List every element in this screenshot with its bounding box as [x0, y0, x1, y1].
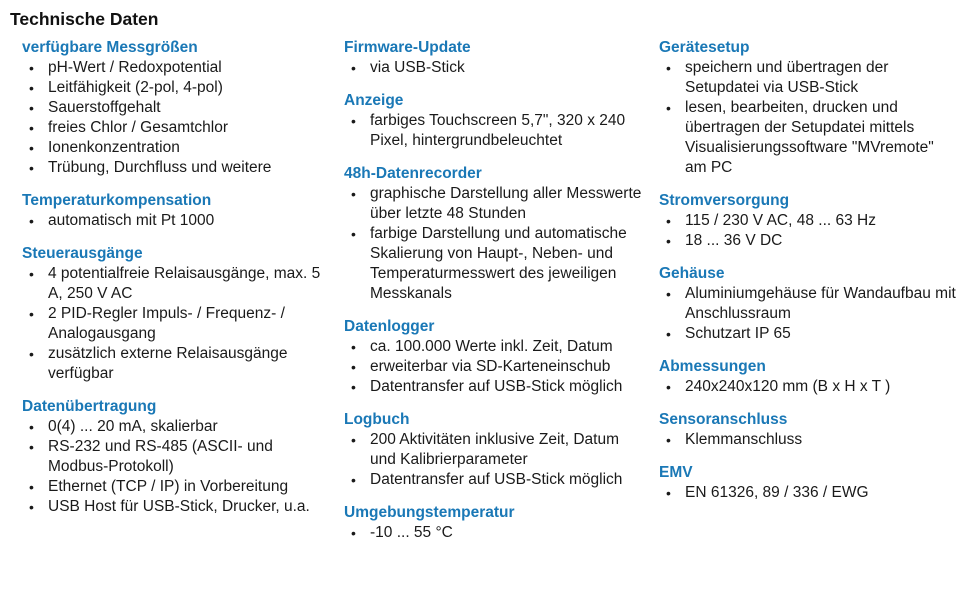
bullet-icon: • [29, 100, 34, 116]
spec-section-anzeige [344, 91, 644, 151]
list-item [344, 224, 644, 304]
list-item-text: 240x240x120 mm (B x H x T ) [685, 378, 891, 395]
section-title: verfügbare Messgrößen [22, 39, 198, 56]
bullet-icon: • [29, 479, 34, 495]
section-title: Gehäuse [659, 265, 725, 282]
bullet-icon: • [351, 186, 356, 202]
section-title: Datenlogger [344, 318, 435, 335]
bullet-icon: • [666, 286, 671, 302]
bullet-icon: • [29, 120, 34, 136]
bullet-icon: • [666, 60, 671, 76]
bullet-icon: • [351, 359, 356, 375]
list-item-text: Ionenkonzentration [48, 139, 180, 156]
bullet-icon: • [666, 432, 671, 448]
spec-list [344, 111, 644, 151]
list-item [22, 497, 322, 517]
spec-section-temperaturkompensation [22, 191, 322, 231]
spec-list [22, 211, 322, 231]
list-item-text: via USB-Stick [370, 59, 465, 76]
bullet-icon: • [29, 439, 34, 455]
list-item [22, 98, 322, 118]
list-item-text: 0(4) ... 20 mA, skalierbar [48, 418, 218, 435]
list-item-text: farbiges Touchscreen 5,7", 320 x 240 Pixel, hintergrundbeleuchtet [370, 112, 626, 149]
list-item [344, 58, 644, 78]
bullet-icon: • [351, 432, 356, 448]
spec-section-datenlogger [344, 317, 644, 397]
list-item [659, 430, 957, 450]
spec-section-gehaeuse [659, 264, 957, 344]
spec-section-sensoranschluss [659, 410, 957, 450]
section-title: Umgebungstemperatur [344, 504, 515, 521]
list-item [344, 111, 644, 151]
spec-list [659, 430, 957, 450]
list-item [344, 184, 644, 224]
bullet-icon: • [29, 80, 34, 96]
spec-list [659, 483, 957, 503]
bullet-icon: • [351, 472, 356, 488]
list-item [659, 284, 957, 324]
list-item [22, 158, 322, 178]
list-item [344, 430, 644, 470]
section-title: 48h-Datenrecorder [344, 165, 482, 182]
spec-section-verfuegbare-messgroessen [22, 38, 322, 178]
spec-section-stromversorgung [659, 191, 957, 251]
bullet-icon: • [666, 326, 671, 342]
bullet-icon: • [351, 339, 356, 355]
list-item [22, 58, 322, 78]
spec-section-48h-datenrecorder [344, 164, 644, 304]
spec-list [344, 184, 644, 304]
section-title: Datenübertragung [22, 398, 157, 415]
list-item [659, 58, 957, 98]
list-item [22, 417, 322, 437]
spec-section-steuerausgaenge [22, 244, 322, 384]
bullet-icon: • [666, 233, 671, 249]
bullet-icon: • [666, 213, 671, 229]
list-item [659, 98, 957, 178]
list-item [659, 377, 957, 397]
section-title: Temperaturkompensation [22, 192, 212, 209]
bullet-icon: • [351, 60, 356, 76]
list-item [344, 377, 644, 397]
page-title: Technische Daten [10, 9, 159, 29]
list-item [22, 211, 322, 231]
bullet-icon: • [29, 140, 34, 156]
bullet-icon: • [666, 379, 671, 395]
spec-list [344, 523, 644, 543]
list-item [659, 483, 957, 503]
list-item-text: farbige Darstellung und automatische Skalierung von Haupt-, Neben- und Temperaturmesswert des jeweiligen Messkanals [370, 225, 627, 302]
list-item [344, 357, 644, 377]
list-item [22, 344, 322, 384]
section-title: Logbuch [344, 411, 410, 428]
spec-section-abmessungen [659, 357, 957, 397]
list-item-text: Klemmanschluss [685, 431, 803, 448]
list-item-text: graphische Darstellung aller Messwerte über letzte 48 Stunden [370, 185, 642, 222]
section-title: Firmware-Update [344, 39, 471, 56]
bullet-icon: • [351, 226, 356, 242]
spec-section-umgebungstemperatur [344, 503, 644, 543]
bullet-icon: • [29, 306, 34, 322]
list-item-text: lesen, bearbeiten, drucken und übertragen der Setupdatei mittels Visualisierungssoftware "MVremote" am PC [685, 99, 934, 176]
list-item-text: ca. 100.000 Werte inkl. Zeit, Datum [370, 338, 613, 355]
list-item-text: Schutzart IP 65 [685, 325, 791, 342]
bullet-icon: • [29, 419, 34, 435]
section-title: Gerätesetup [659, 39, 750, 56]
list-item [344, 470, 644, 490]
list-item-text: automatisch mit Pt 1000 [48, 212, 215, 229]
list-item [344, 523, 644, 543]
spec-list [344, 337, 644, 397]
bullet-icon: • [29, 160, 34, 176]
list-item [22, 437, 322, 477]
list-item [344, 337, 644, 357]
list-item [22, 477, 322, 497]
list-item-text: Leitfähigkeit (2-pol, 4-pol) [48, 79, 223, 96]
list-item-text: zusätzlich externe Relaisausgänge verfügbar [48, 345, 288, 382]
bullet-icon: • [351, 379, 356, 395]
bullet-icon: • [666, 485, 671, 501]
list-item [22, 264, 322, 304]
section-title: Abmessungen [659, 358, 766, 375]
spec-section-logbuch [344, 410, 644, 490]
spec-list [659, 211, 957, 251]
list-item-text: Aluminiumgehäuse für Wandaufbau mit Anschlussraum [685, 285, 956, 322]
spec-column-1 [22, 38, 322, 530]
list-item-text: Trübung, Durchfluss und weitere [48, 159, 272, 176]
bullet-icon: • [29, 266, 34, 282]
bullet-icon: • [29, 346, 34, 362]
bullet-icon: • [29, 499, 34, 515]
list-item [22, 78, 322, 98]
list-item-text: freies Chlor / Gesamtchlor [48, 119, 229, 136]
list-item-text: 115 / 230 V AC, 48 ... 63 Hz [685, 212, 876, 229]
spec-list [344, 430, 644, 490]
list-item [22, 118, 322, 138]
spec-list [344, 58, 644, 78]
section-title: Steuerausgänge [22, 245, 143, 262]
list-item-text: EN 61326, 89 / 336 / EWG [685, 484, 869, 501]
list-item [659, 211, 957, 231]
spec-list [659, 284, 957, 344]
list-item [22, 138, 322, 158]
bullet-icon: • [29, 213, 34, 229]
spec-column-2 [344, 38, 644, 556]
bullet-icon: • [351, 525, 356, 541]
list-item-text: -10 ... 55 °C [370, 524, 453, 541]
list-item-text: Sauerstoffgehalt [48, 99, 161, 116]
list-item-text: RS-232 und RS-485 (ASCII- und Modbus-Protokoll) [48, 438, 273, 475]
list-item-text: USB Host für USB-Stick, Drucker, u.a. [48, 498, 310, 515]
list-item-text: 200 Aktivitäten inklusive Zeit, Datum und Kalibrierparameter [370, 431, 619, 468]
list-item [659, 231, 957, 251]
list-item-text: speichern und übertragen der Setupdatei via USB-Stick [685, 59, 889, 96]
bullet-icon: • [29, 60, 34, 76]
list-item [22, 304, 322, 344]
section-title: Stromversorgung [659, 192, 790, 209]
list-item-text: pH-Wert / Redoxpotential [48, 59, 222, 76]
list-item-text: Datentransfer auf USB-Stick möglich [370, 378, 623, 395]
section-title: Anzeige [344, 92, 404, 109]
list-item-text: erweiterbar via SD-Karteneinschub [370, 358, 611, 375]
spec-list [22, 58, 322, 178]
list-item-text: 2 PID-Regler Impuls- / Frequenz- / Analogausgang [48, 305, 285, 342]
bullet-icon: • [351, 113, 356, 129]
list-item-text: 18 ... 36 V DC [685, 232, 783, 249]
spec-list [22, 264, 322, 384]
list-item-text: Datentransfer auf USB-Stick möglich [370, 471, 623, 488]
spec-section-datenuebertragung [22, 397, 322, 517]
list-item-text: 4 potentialfreie Relaisausgänge, max. 5 A, 250 V AC [48, 265, 321, 302]
section-title: EMV [659, 464, 693, 481]
spec-column-3 [659, 38, 957, 516]
list-item-text: Ethernet (TCP / IP) in Vorbereitung [48, 478, 289, 495]
spec-list [22, 417, 322, 517]
spec-section-geraetesetup [659, 38, 957, 178]
section-title: Sensoranschluss [659, 411, 788, 428]
spec-section-firmware-update [344, 38, 644, 78]
spec-list [659, 377, 957, 397]
spec-section-emv [659, 463, 957, 503]
spec-list [659, 58, 957, 178]
bullet-icon: • [666, 100, 671, 116]
list-item [659, 324, 957, 344]
